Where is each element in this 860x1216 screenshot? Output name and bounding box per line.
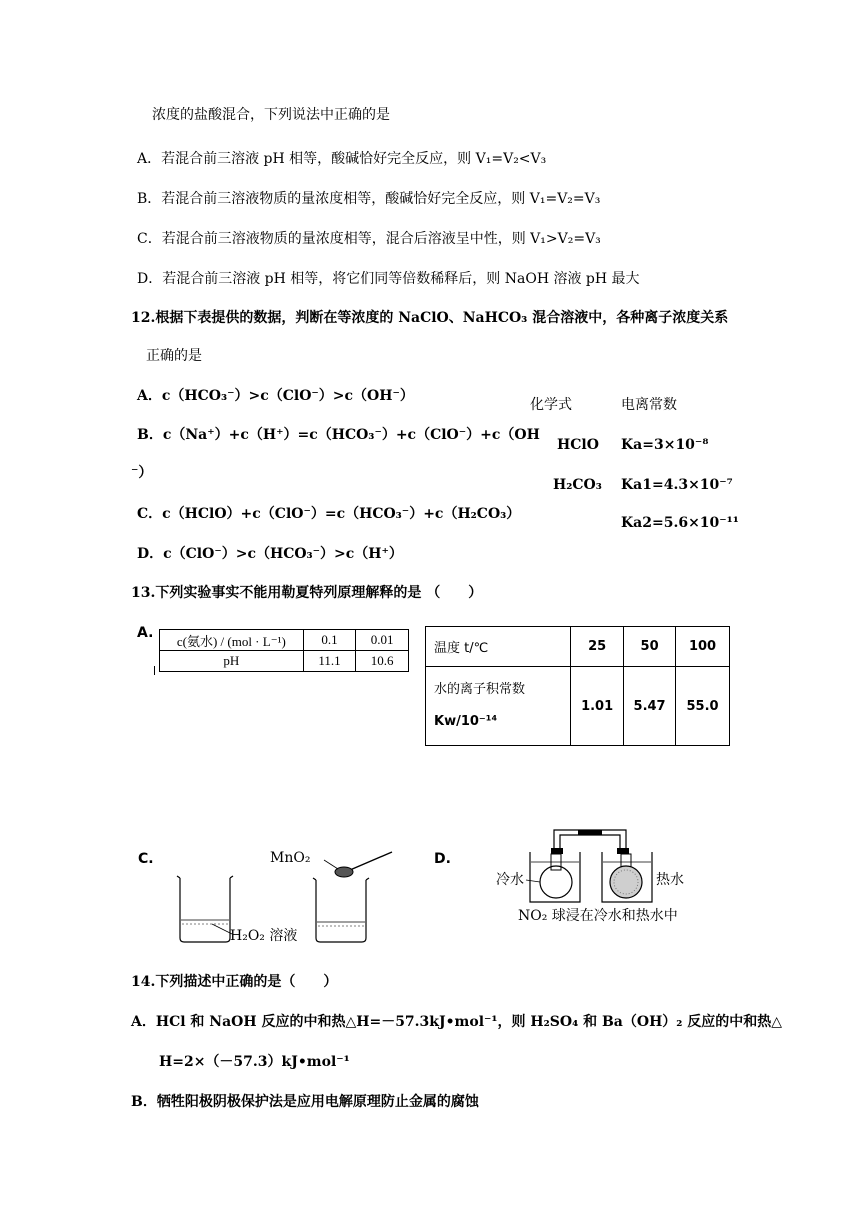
q12-option-a: A．c（HCO₃⁻）>c（ClO⁻）>c（OH⁻） xyxy=(137,388,414,404)
h2o2-label: H₂O₂ 溶液 xyxy=(230,928,298,944)
q11-option-d: D．若混合前三溶液 pH 相等，将它们同等倍数稀释后，则 NaOH 溶液 pH 最大 xyxy=(137,271,640,287)
kw-product-label-line1: 水的离子积常数 xyxy=(434,682,526,697)
q13-label-c: C. xyxy=(138,851,154,867)
ammonia-ph-value: 11.1 xyxy=(303,651,356,672)
kw-product-label xyxy=(426,667,571,746)
cold-water-beaker-icon xyxy=(530,852,580,902)
table-row xyxy=(426,627,730,667)
q11-option-a: A．若混合前三溶液 pH 相等，酸碱恰好完全反应，则 V₁=V₂<V₃ xyxy=(137,151,547,167)
kw-temp-value: 25 xyxy=(571,627,624,667)
table-row xyxy=(426,667,730,746)
kw-value: 55.0 xyxy=(676,667,730,746)
q11-stem-tail: 浓度的盐酸混合，下列说法中正确的是 xyxy=(152,107,390,123)
q11-option-b: B．若混合前三溶液物质的量浓度相等，酸碱恰好完全反应，则 V₁=V₂=V₃ xyxy=(137,191,601,207)
q12-constant-h2co3-ka2: Ka2=5.6×10⁻¹¹ xyxy=(621,515,739,531)
tube-icon xyxy=(551,830,629,854)
kw-value: 5.47 xyxy=(624,667,676,746)
q12-formula-h2co3: H₂CO₃ xyxy=(553,477,602,493)
q12-constant-hclo: Ka=3×10⁻⁸ xyxy=(621,437,709,453)
beaker-icon xyxy=(177,876,233,942)
q13-stem: 13.下列实验事实不能用勒夏特列原理解释的是 （ ） xyxy=(131,585,483,601)
d-figure-caption: NO₂ 球浸在冷水和热水中 xyxy=(518,908,678,924)
kw-temp-value: 50 xyxy=(624,627,676,667)
q12-option-c: C．c（HClO）+c（ClO⁻）=c（HCO₃⁻）+c（H₂CO₃） xyxy=(137,506,521,522)
q12-formula-hclo: HClO xyxy=(557,437,599,453)
q12-constant-h2co3-ka1: Ka1=4.3×10⁻⁷ xyxy=(621,477,733,493)
q14-option-a-line2: H=2×（－57.3）kJ•mol⁻¹ xyxy=(159,1054,350,1070)
q12-stem-line1: 12.根据下表提供的数据，判断在等浓度的 NaClO、NaHCO₃ 混合溶液中，各种离子浓度关系 xyxy=(131,310,729,326)
ammonia-ph-label: pH xyxy=(160,651,304,672)
kw-temp-value: 100 xyxy=(676,627,730,667)
table-row xyxy=(160,630,409,651)
cold-water-label: 冷水 xyxy=(496,872,524,888)
q13-kw-table xyxy=(425,626,730,746)
ammonia-ph-value: 10.6 xyxy=(356,651,409,672)
q12-option-d: D．c（ClO⁻）>c（HCO₃⁻）>c（H⁺） xyxy=(137,546,403,562)
q13-option-d-figure xyxy=(490,822,710,928)
table-edge-mark xyxy=(154,666,155,675)
kw-temp-label: 温度 t/℃ xyxy=(426,627,571,667)
q13-option-c-figure xyxy=(170,838,400,948)
hot-water-beaker-icon xyxy=(602,852,652,902)
q14-option-b: B．牺牲阳极阴极保护法是应用电解原理防止金属的腐蚀 xyxy=(131,1094,479,1110)
q12-col2-header: 电离常数 xyxy=(621,397,677,413)
q12-option-b-line2: ⁻） xyxy=(131,465,153,481)
ammonia-conc-value: 0.01 xyxy=(356,630,409,651)
q13-ammonia-table xyxy=(159,629,409,672)
q11-option-c: C．若混合前三溶液物质的量浓度相等，混合后溶液呈中性，则 V₁>V₂=V₃ xyxy=(137,231,601,247)
beaker-icon xyxy=(313,878,369,942)
q13-label-d: D. xyxy=(434,851,451,867)
q13-label-a: A. xyxy=(137,625,154,641)
q12-stem-line2: 正确的是 xyxy=(146,348,202,364)
kw-product-label-line2: Kw/10⁻¹⁴ xyxy=(434,714,498,729)
q14-option-a-line1: A．HCl 和 NaOH 反应的中和热△H=－57.3kJ•mol⁻¹，则 H₂SO₄ 和 Ba（OH）₂ 反应的中和热△ xyxy=(131,1014,783,1030)
q14-stem: 14.下列描述中正确的是（ ） xyxy=(131,974,338,990)
q12-option-b-line1: B．c（Na⁺）+c（H⁺）=c（HCO₃⁻）+c（ClO⁻）+c（OH xyxy=(137,427,540,443)
hot-water-label: 热水 xyxy=(656,872,684,888)
spoon-icon xyxy=(335,852,392,877)
ammonia-conc-label: c(氨水) / (mol · L⁻¹) xyxy=(160,630,304,651)
table-row xyxy=(160,651,409,672)
q12-col1-header: 化学式 xyxy=(530,397,572,413)
ammonia-conc-value: 0.1 xyxy=(303,630,356,651)
kw-value: 1.01 xyxy=(571,667,624,746)
mno2-label: MnO₂ xyxy=(270,850,311,866)
